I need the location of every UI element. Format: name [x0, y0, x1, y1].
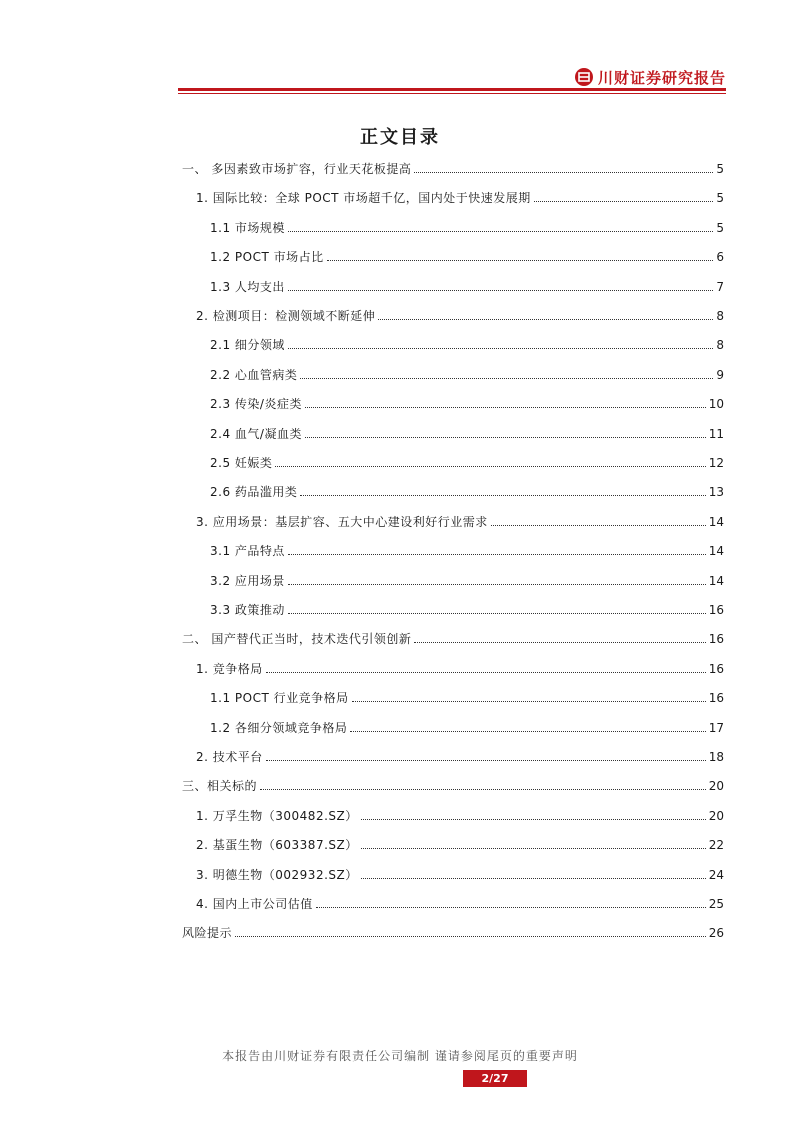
- toc-entry-label: 2. 技术平台: [196, 750, 263, 764]
- toc-entry-page: 26: [708, 926, 724, 941]
- toc-entry-page: 8: [716, 309, 724, 323]
- toc-entry-label: 2.4 血气/凝血类: [210, 426, 302, 441]
- toc-leader-dots: [378, 319, 713, 320]
- toc-entry[interactable]: [196, 511, 724, 529]
- header-brand: [575, 66, 726, 88]
- toc-entry-label: 1. 万孚生物（300482.SZ）: [196, 808, 358, 823]
- toc-entry-label: 4. 国内上市公司估值: [196, 897, 313, 911]
- toc-leader-dots: [352, 701, 706, 702]
- toc-entry[interactable]: [210, 452, 724, 470]
- toc-entry-page: 5: [716, 191, 724, 206]
- toc-entry-label: 3.2 应用场景: [210, 573, 285, 588]
- toc-entry-page: 14: [708, 573, 724, 588]
- toc-leader-dots: [491, 525, 706, 526]
- toc-entry[interactable]: [210, 276, 724, 294]
- toc-entry-page: 14: [708, 544, 724, 559]
- toc-leader-dots: [361, 848, 706, 849]
- toc-leader-dots: [266, 760, 706, 761]
- toc-entry[interactable]: [196, 305, 724, 323]
- toc-entry[interactable]: [196, 658, 724, 676]
- toc-entry[interactable]: [196, 805, 724, 823]
- toc-entry-label: 2. 检测项目：检测领域不断延伸: [196, 309, 376, 323]
- toc-entry-page: 9: [716, 367, 724, 382]
- toc-entry-label: 3.1 产品特点: [210, 544, 285, 559]
- toc-entry[interactable]: [210, 423, 724, 441]
- toc-entry[interactable]: [210, 570, 724, 588]
- toc-entry[interactable]: [196, 834, 724, 852]
- toc-entry-page: 12: [708, 456, 724, 470]
- toc-entry-page: 5: [716, 220, 724, 235]
- toc-entry-label: 三、相关标的: [182, 779, 258, 794]
- footer-disclaimer: 本报告由川财证券有限责任公司编制 谨请参阅尾页的重要声明: [222, 1049, 578, 1063]
- toc-entry-label: 1.2 POCT 市场占比: [210, 250, 324, 265]
- toc-entry[interactable]: [210, 393, 724, 411]
- toc-entry-label: 2.5 妊娠类: [210, 456, 273, 470]
- toc-entry-page: 5: [716, 162, 724, 176]
- toc-leader-dots: [305, 437, 706, 438]
- toc-leader-dots: [534, 201, 714, 202]
- toc-entry-page: 16: [708, 661, 724, 676]
- toc-leader-dots: [305, 407, 706, 408]
- toc-leader-dots: [288, 231, 713, 232]
- toc-entry[interactable]: [210, 217, 724, 235]
- toc-entry-label: 1.2 各细分领域竞争格局: [210, 720, 348, 735]
- toc-entry-page: 24: [708, 867, 724, 882]
- toc-entry[interactable]: [196, 746, 724, 764]
- toc-leader-dots: [300, 495, 705, 496]
- toc-entry-label: 2.6 药品滥用类: [210, 485, 298, 500]
- toc-leader-dots: [361, 878, 706, 879]
- toc-entry[interactable]: [210, 540, 724, 558]
- toc-entry[interactable]: [182, 158, 724, 176]
- toc-title: 正文目录: [360, 127, 440, 148]
- toc-entry-label: 2. 基蛋生物（603387.SZ）: [196, 838, 358, 853]
- toc-leader-dots: [288, 348, 713, 349]
- toc-leader-dots: [327, 260, 714, 261]
- toc-entry-page: 8: [716, 338, 724, 353]
- toc-entry-label: 2.1 细分领域: [210, 338, 285, 353]
- toc-leader-dots: [316, 907, 706, 908]
- toc-entry-label: 二、 国产替代正当时，技术迭代引领创新: [182, 632, 412, 647]
- toc-entry[interactable]: [210, 717, 724, 735]
- toc-entry[interactable]: [182, 922, 724, 940]
- toc-leader-dots: [288, 584, 706, 585]
- toc-entry[interactable]: [210, 246, 724, 264]
- toc-entry-label: 1.1 POCT 行业竞争格局: [210, 691, 349, 706]
- toc-entry-page: 20: [708, 808, 724, 823]
- toc-leader-dots: [235, 936, 706, 937]
- toc-entry-page: 25: [708, 897, 724, 911]
- toc-entry-page: 22: [708, 838, 724, 853]
- toc-leader-dots: [275, 466, 705, 467]
- toc-entry-label: 风险提示: [182, 926, 233, 941]
- page-number-badge: 2/27: [463, 1070, 527, 1087]
- toc-leader-dots: [414, 172, 713, 173]
- toc-leader-dots: [266, 672, 706, 673]
- toc-entry-page: 10: [708, 397, 724, 412]
- toc-entry-page: 18: [708, 750, 724, 764]
- toc-entry-page: 16: [708, 603, 724, 617]
- header-rule: [178, 88, 726, 91]
- toc-entry-label: 3. 明德生物（002932.SZ）: [196, 867, 358, 882]
- toc-entry-page: 13: [708, 485, 724, 500]
- toc-entry-label: 1. 国际比较：全球 POCT 市场超千亿，国内处于快速发展期: [196, 191, 531, 206]
- toc-entry[interactable]: [210, 481, 724, 499]
- toc-leader-dots: [361, 819, 706, 820]
- toc-entry[interactable]: [196, 893, 724, 911]
- toc-leader-dots: [288, 613, 706, 614]
- toc-leader-dots: [288, 554, 706, 555]
- toc-entry-label: 1.1 市场规模: [210, 220, 285, 235]
- toc-leader-dots: [300, 378, 713, 379]
- toc-entry-label: 1.3 人均支出: [210, 279, 285, 294]
- toc-entry[interactable]: [210, 364, 724, 382]
- toc-entry[interactable]: [182, 775, 724, 793]
- toc-entry-label: 2.3 传染/炎症类: [210, 397, 302, 412]
- toc-entry-label: 3.3 政策推动: [210, 603, 285, 617]
- toc-entry-page: 20: [708, 779, 724, 794]
- toc-entry-page: 7: [716, 279, 724, 294]
- toc-entry[interactable]: [196, 864, 724, 882]
- toc-entry-page: 17: [708, 720, 724, 735]
- toc-entry-page: 11: [708, 426, 724, 441]
- toc-entry-label: 1. 竞争格局: [196, 661, 263, 676]
- toc-entry[interactable]: [210, 334, 724, 352]
- toc-entry[interactable]: [210, 687, 724, 705]
- header-rule-thin: [178, 93, 726, 94]
- toc-entry-page: 14: [708, 514, 724, 529]
- toc-leader-dots: [288, 290, 713, 291]
- toc-entry-page: 16: [708, 632, 724, 647]
- toc-entry-page: 6: [716, 250, 724, 265]
- toc-leader-dots: [260, 789, 706, 790]
- brand-title: 川财证券研究报告: [597, 68, 726, 87]
- company-logo-icon: [575, 68, 593, 86]
- toc-entry-label: 2.2 心血管病类: [210, 367, 298, 382]
- toc-entry-page: 16: [708, 691, 724, 706]
- toc-entry-label: 一、 多因素致市场扩容，行业天花板提高: [182, 162, 412, 176]
- toc-entry[interactable]: [182, 628, 724, 646]
- toc-leader-dots: [350, 731, 705, 732]
- toc-entry[interactable]: [196, 187, 724, 205]
- toc-leader-dots: [414, 642, 705, 643]
- toc-entry-label: 3. 应用场景：基层扩容、五大中心建设利好行业需求: [196, 514, 488, 529]
- toc-entry[interactable]: [210, 599, 724, 617]
